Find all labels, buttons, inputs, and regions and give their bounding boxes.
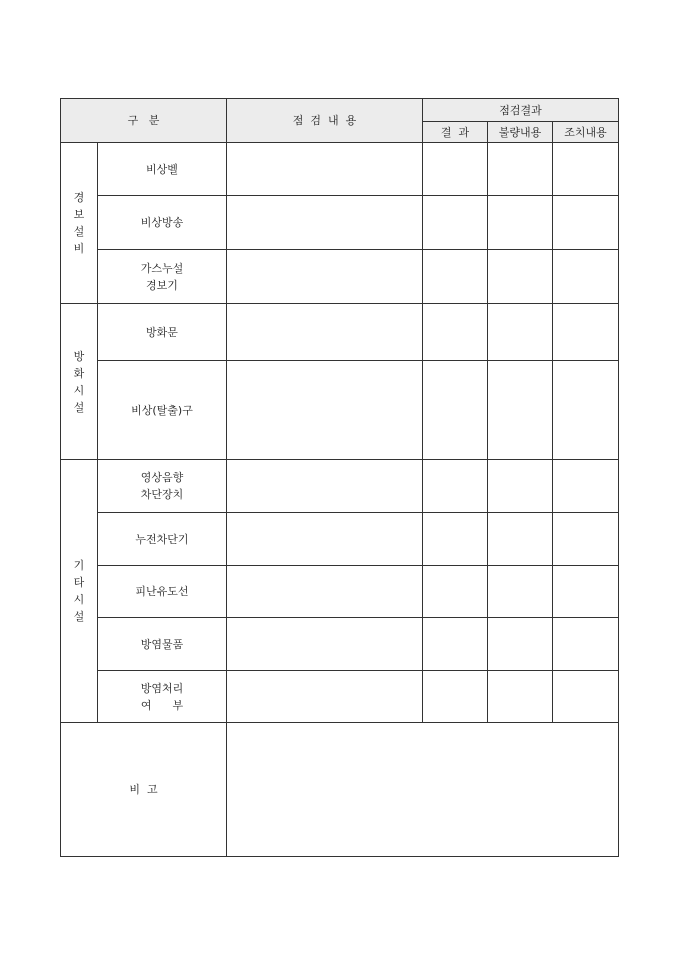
- result-cell[interactable]: [423, 566, 488, 618]
- inspection-cell[interactable]: [227, 250, 423, 304]
- action-cell[interactable]: [553, 513, 619, 566]
- table-row: [61, 196, 619, 250]
- inspection-table: [60, 98, 619, 857]
- inspection-cell[interactable]: [227, 460, 423, 513]
- item-label: 방염처리 여 부: [98, 671, 227, 723]
- defect-cell[interactable]: [488, 361, 553, 460]
- action-cell[interactable]: [553, 304, 619, 361]
- table-row: [61, 304, 619, 361]
- defect-cell[interactable]: [488, 460, 553, 513]
- header-row-1: [61, 99, 619, 122]
- table-row: [61, 143, 619, 196]
- table-row: [61, 361, 619, 460]
- action-cell[interactable]: [553, 618, 619, 671]
- group-label-other: 기 타 시 설: [61, 460, 98, 723]
- defect-cell[interactable]: [488, 304, 553, 361]
- inspection-cell[interactable]: [227, 566, 423, 618]
- remarks-label: 비 고: [61, 723, 227, 857]
- header-inspection-content: 점 검 내 용: [227, 99, 423, 143]
- result-cell[interactable]: [423, 196, 488, 250]
- remarks-row: [61, 723, 619, 857]
- item-label: 비상방송: [98, 196, 227, 250]
- defect-cell[interactable]: [488, 143, 553, 196]
- inspection-cell[interactable]: [227, 361, 423, 460]
- action-cell[interactable]: [553, 460, 619, 513]
- item-label: 비상벨: [98, 143, 227, 196]
- table-row: [61, 513, 619, 566]
- group-label-fireproof: 방 화 시 설: [61, 304, 98, 460]
- defect-cell[interactable]: [488, 566, 553, 618]
- defect-cell[interactable]: [488, 513, 553, 566]
- defect-cell[interactable]: [488, 196, 553, 250]
- item-label: 비상(탈출)구: [98, 361, 227, 460]
- inspection-cell[interactable]: [227, 304, 423, 361]
- header-category: 구 분: [61, 99, 227, 143]
- item-label: 가스누설 경보기: [98, 250, 227, 304]
- defect-cell[interactable]: [488, 250, 553, 304]
- inspection-cell[interactable]: [227, 143, 423, 196]
- result-cell[interactable]: [423, 671, 488, 723]
- action-cell[interactable]: [553, 143, 619, 196]
- result-cell[interactable]: [423, 460, 488, 513]
- defect-cell[interactable]: [488, 671, 553, 723]
- table-row: [61, 250, 619, 304]
- action-cell[interactable]: [553, 196, 619, 250]
- item-label: 방화문: [98, 304, 227, 361]
- result-cell[interactable]: [423, 304, 488, 361]
- table-row: [61, 671, 619, 723]
- result-cell[interactable]: [423, 250, 488, 304]
- remarks-cell[interactable]: [227, 723, 619, 857]
- result-cell[interactable]: [423, 513, 488, 566]
- item-label: 누전차단기: [98, 513, 227, 566]
- group-label-alarm: 경 보 설 비: [61, 143, 98, 304]
- result-cell[interactable]: [423, 143, 488, 196]
- table-row: [61, 566, 619, 618]
- defect-cell[interactable]: [488, 618, 553, 671]
- header-result-group: 점검결과: [423, 99, 619, 122]
- item-label: 영상음향 차단장치: [98, 460, 227, 513]
- action-cell[interactable]: [553, 566, 619, 618]
- inspection-cell[interactable]: [227, 513, 423, 566]
- item-label: 방염물품: [98, 618, 227, 671]
- header-action: 조치내용: [553, 122, 619, 143]
- header-result: 결 과: [423, 122, 488, 143]
- header-defect: 불량내용: [488, 122, 553, 143]
- action-cell[interactable]: [553, 361, 619, 460]
- result-cell[interactable]: [423, 618, 488, 671]
- table-row: [61, 460, 619, 513]
- inspection-cell[interactable]: [227, 196, 423, 250]
- action-cell[interactable]: [553, 671, 619, 723]
- inspection-cell[interactable]: [227, 618, 423, 671]
- item-label: 피난유도선: [98, 566, 227, 618]
- action-cell[interactable]: [553, 250, 619, 304]
- table-row: [61, 618, 619, 671]
- inspection-cell[interactable]: [227, 671, 423, 723]
- result-cell[interactable]: [423, 361, 488, 460]
